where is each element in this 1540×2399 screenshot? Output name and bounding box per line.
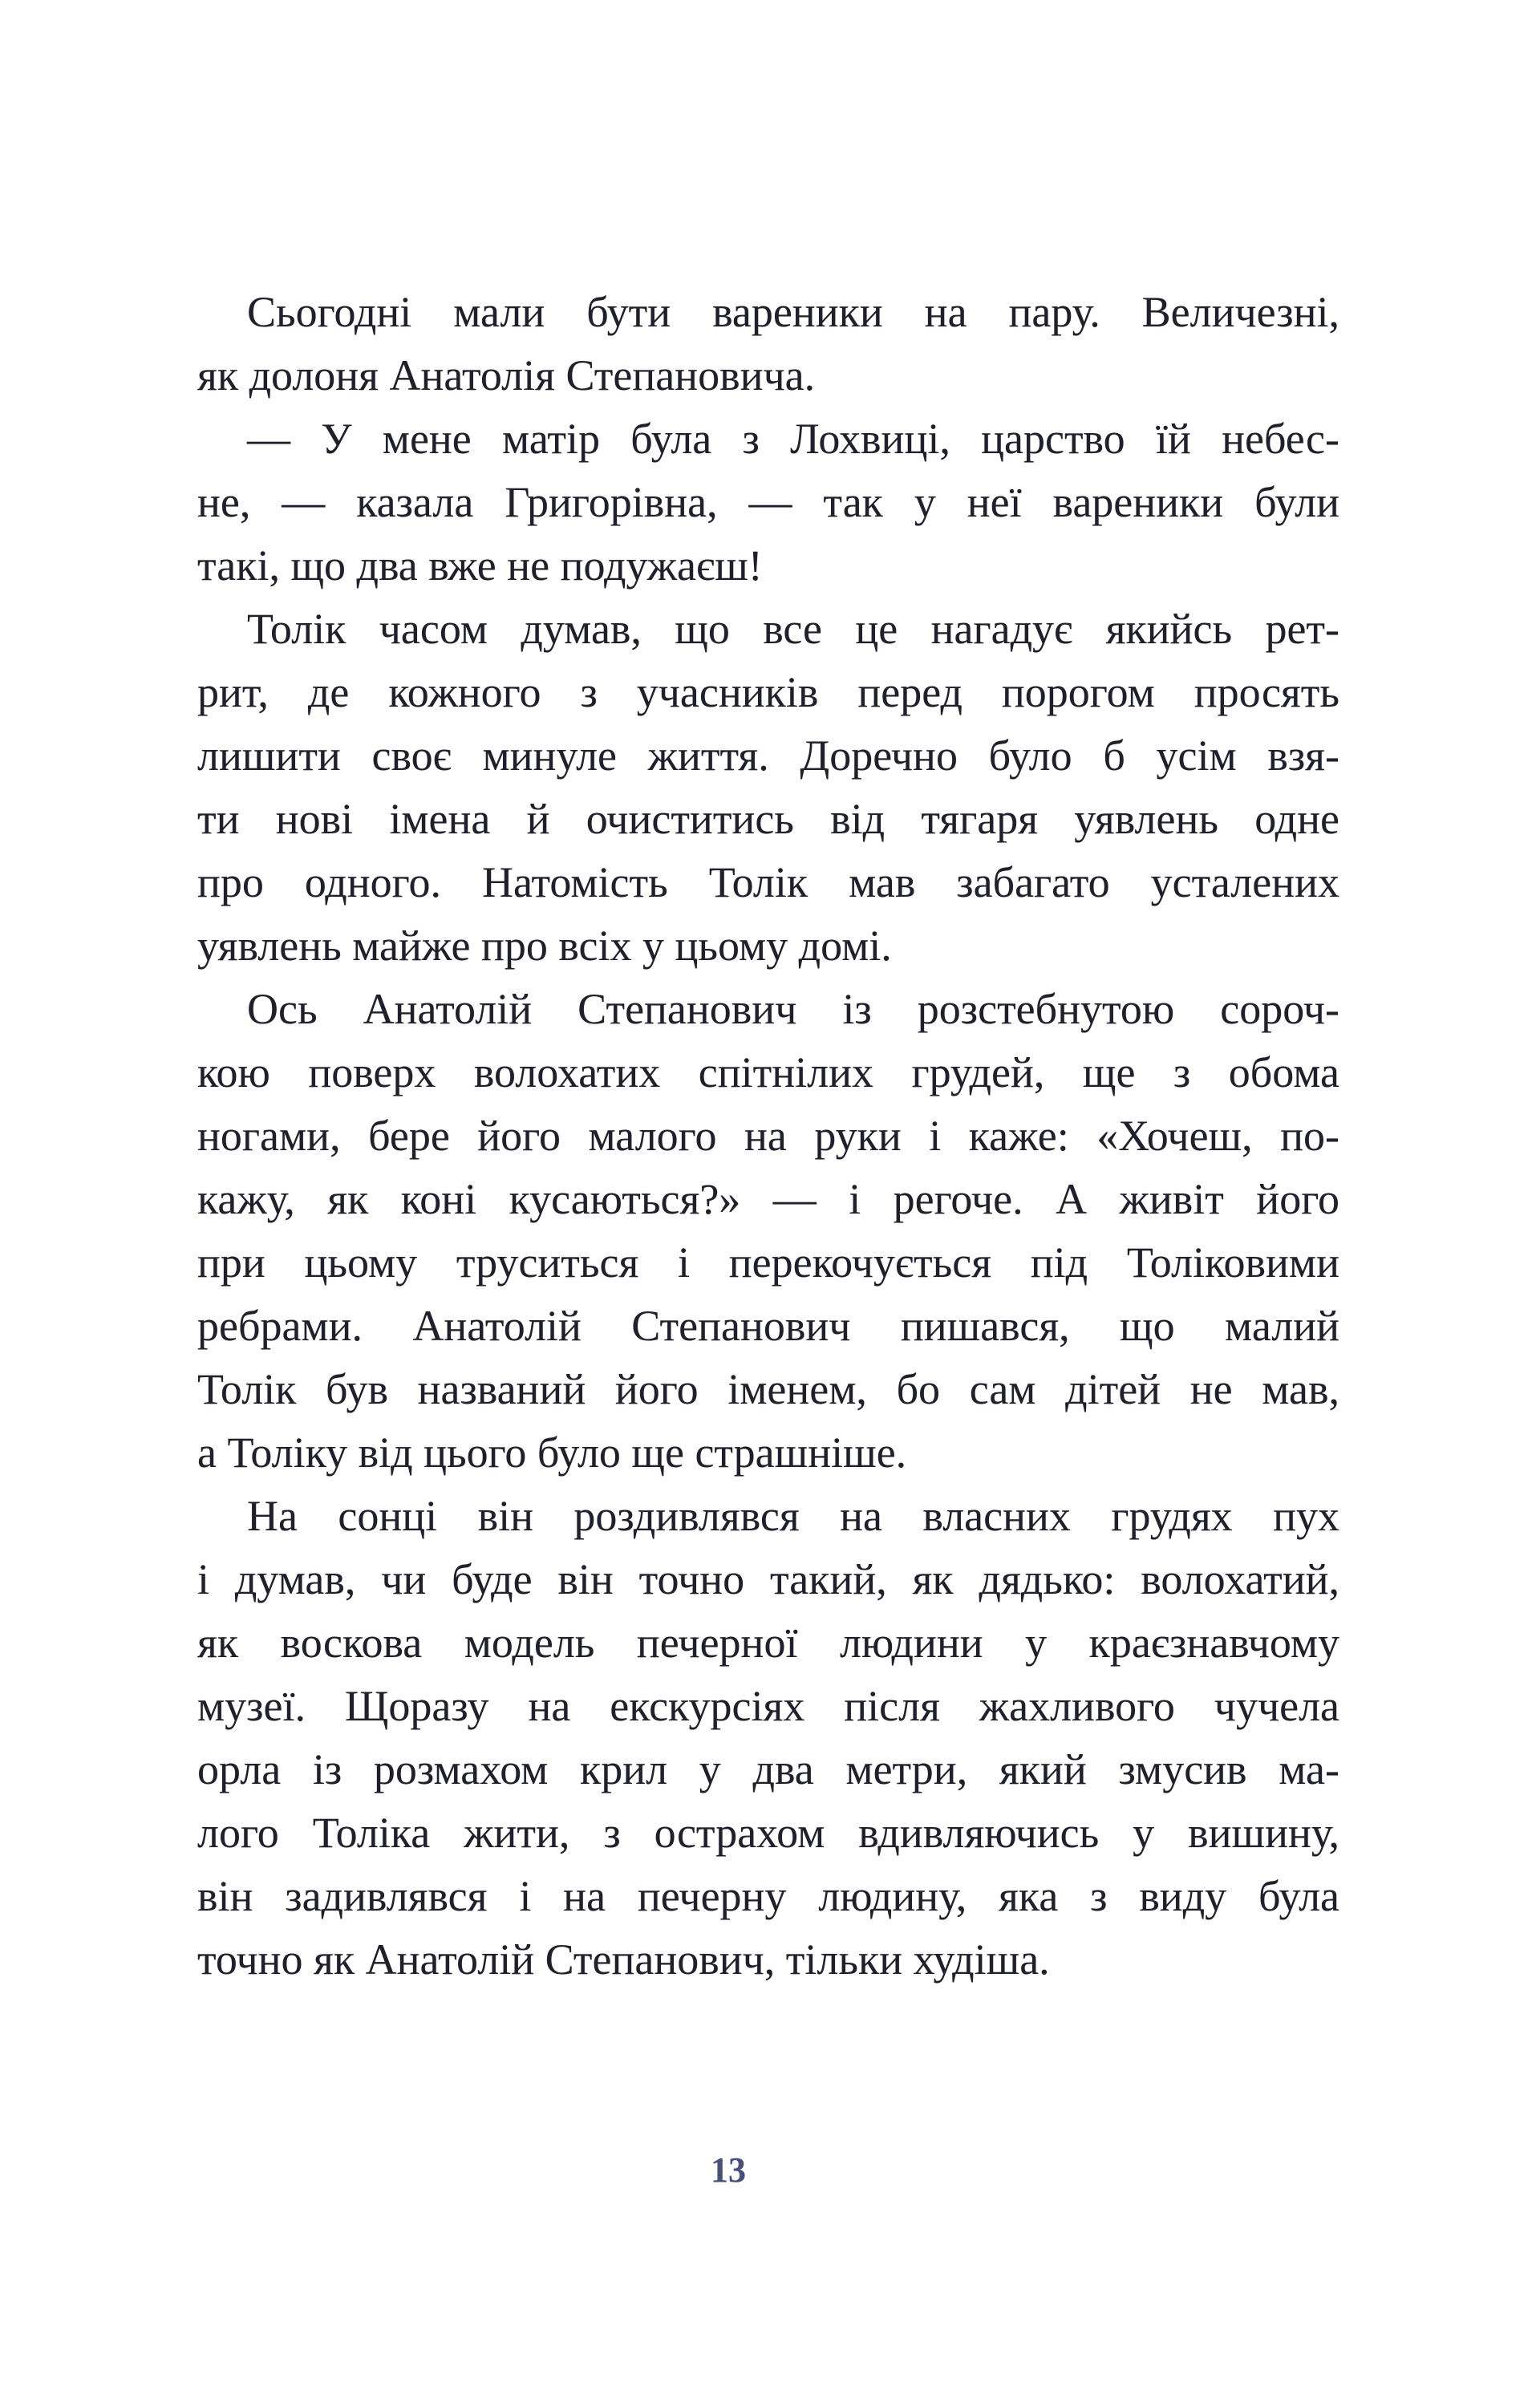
text-line: такі, що два вже не подужаєш! [197, 541, 763, 590]
text-line: ребрами. Анатолій Степанович пишався, що малий [197, 1302, 1339, 1350]
text-line: Толік часом думав, що все це нагадує якийсь рет- [247, 605, 1339, 653]
text-line: а Толіку від цього було ще страшніше. [197, 1428, 907, 1477]
text-line: — У мене матір була з Лохвиці, царство їй небес- [247, 415, 1339, 463]
page-text [197, 281, 1339, 1992]
text-line: як долоня Анатолія Степановича. [197, 351, 816, 399]
text-line: при цьому труситься і перекочується під Толіковими [197, 1238, 1339, 1287]
text-line: кою поверх волохатих спітнілих грудей, ще з обома [197, 1048, 1339, 1096]
paragraph [197, 1485, 1339, 1992]
paragraph [197, 281, 1339, 407]
text-line: ногами, бере його малого на руки і каже: «Хочеш, по- [197, 1112, 1339, 1160]
text-line: ти нові імена й очиститись від тягаря уявлень одне [197, 795, 1339, 843]
text-line: Сьогодні мали бути вареники на пару. Величезні, [247, 288, 1339, 336]
text-line: На сонці він роздивлявся на власних грудях пух [247, 1492, 1339, 1540]
paragraph [197, 407, 1339, 598]
text-line: кажу, як коні кусаються?» — і регоче. А живіт його [197, 1175, 1339, 1223]
text-line: музеї. Щоразу на екскурсіях після жахливого чучела [197, 1682, 1339, 1730]
paragraph [197, 978, 1339, 1485]
text-line: уявлень майже про всіх у цьому домі. [197, 922, 892, 970]
text-line: він задивлявся і на печерну людину, яка з виду була [197, 1872, 1339, 1920]
text-line: Ось Анатолій Степанович із розстебнутою сороч- [247, 985, 1339, 1033]
text-line: лишити своє минуле життя. Доречно було б усім взя- [197, 731, 1339, 780]
page-number: 13 [711, 2150, 746, 2190]
text-line: орла із розмахом крил у два метри, який змусив ма- [197, 1745, 1339, 1793]
text-line: і думав, чи буде він точно такий, як дядько: волохатий, [197, 1555, 1339, 1603]
paragraph [197, 598, 1339, 978]
text-line: лого Толіка жити, з острахом вдивляючись у вишину, [197, 1809, 1339, 1857]
text-line: рит, де кожного з учасників перед порогом просять [197, 668, 1339, 716]
text-line: не, — казала Григорівна, — так у неї вареники були [197, 478, 1339, 526]
text-line: точно як Анатолій Степанович, тільки худіша. [197, 1935, 1050, 1984]
text-line: про одного. Натомість Толік мав забагато усталених [197, 858, 1339, 906]
text-line: як воскова модель печерної людини у краєзнавчому [197, 1619, 1339, 1667]
text-line: Толік був названий його іменем, бо сам дітей не мав, [197, 1365, 1339, 1413]
